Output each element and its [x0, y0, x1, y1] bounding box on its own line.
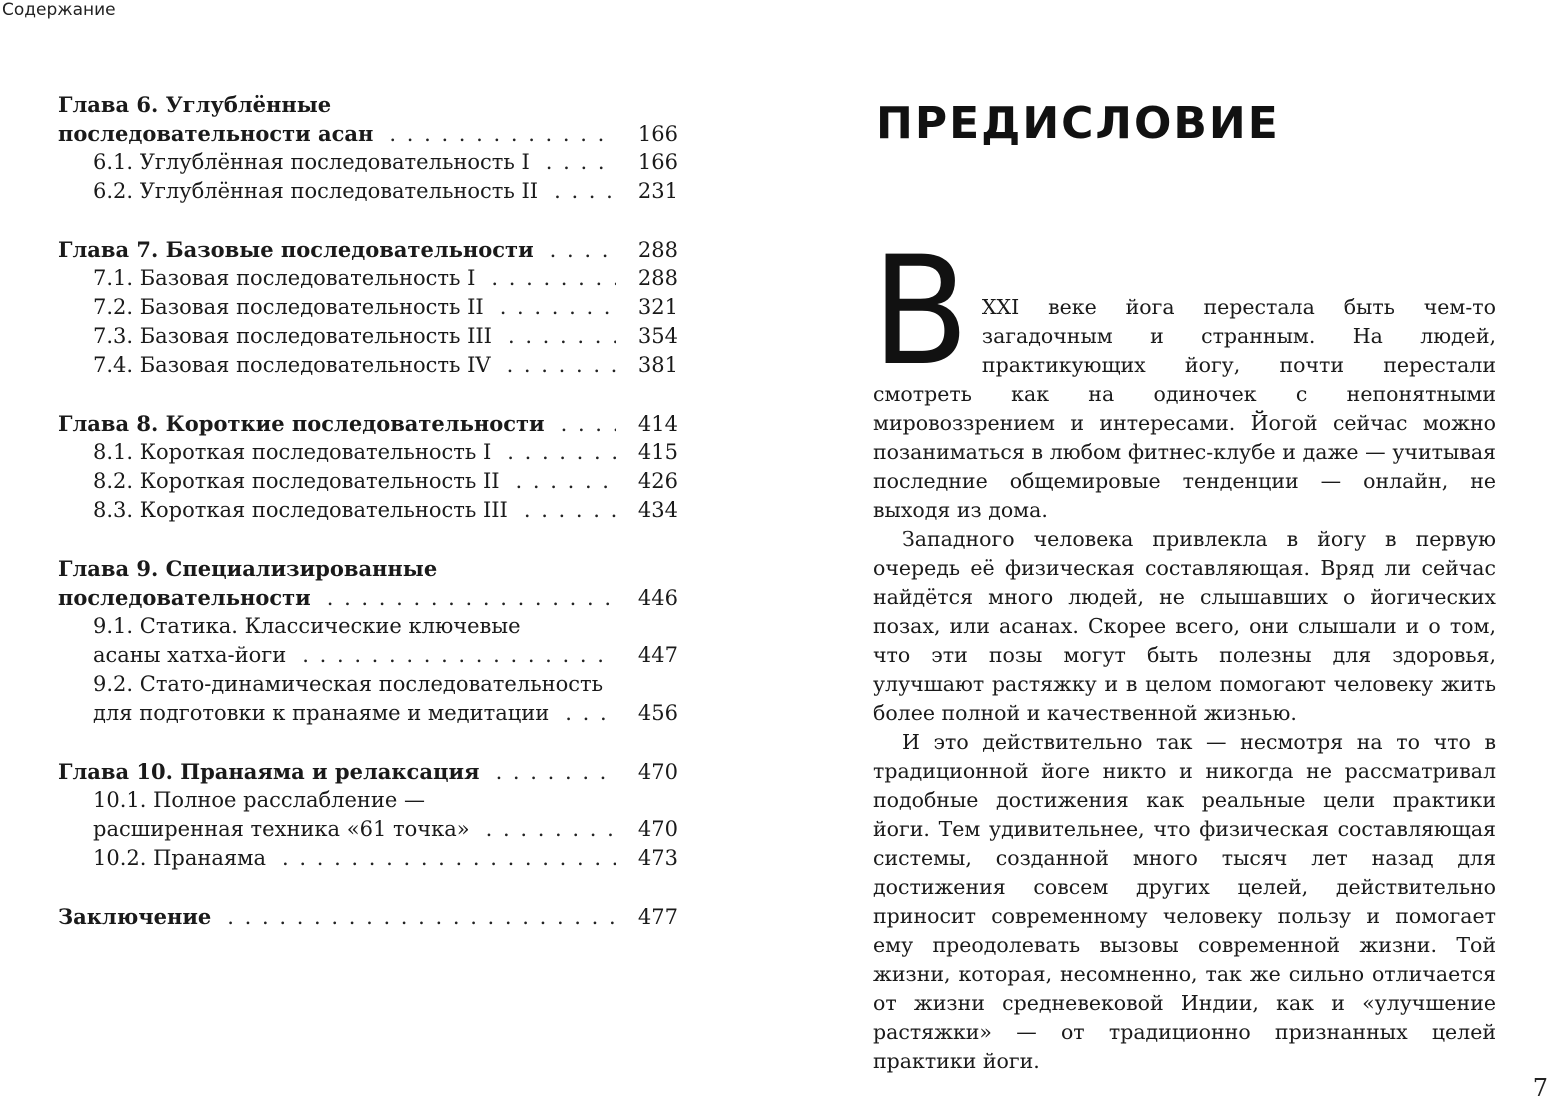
toc-entry-title: 6.2. Углублённая последовательность II — [93, 179, 539, 203]
toc-entry-title: асаны хатха-йоги — [93, 643, 287, 667]
toc-section-line — [58, 351, 678, 380]
toc-entry-title: 9.1. Статика. Классические ключевые — [93, 614, 521, 638]
toc-entry-title: последовательности — [58, 585, 311, 610]
toc-section-line — [58, 815, 678, 844]
toc-section-line — [58, 612, 678, 641]
toc-page-number: 473 — [637, 846, 678, 870]
toc-chapter-line — [58, 90, 678, 119]
toc-leader-dots — [507, 438, 616, 467]
toc-section-line — [58, 670, 678, 699]
toc-leader-dots — [227, 903, 616, 932]
toc-page-number: 470 — [637, 817, 678, 841]
toc-section-line — [58, 786, 678, 815]
preface-title: ПРЕДИСЛОВИЕ — [876, 98, 1280, 149]
toc-page-number: 381 — [637, 353, 678, 377]
toc-leader-dots — [516, 467, 616, 496]
toc-section-line — [58, 293, 678, 322]
toc-page-number: 354 — [637, 324, 678, 348]
toc-section-line — [58, 177, 678, 206]
toc-leader-dots — [389, 120, 616, 149]
toc-page-number: 446 — [637, 586, 678, 610]
toc-entry-title: 8.3. Короткая последовательность III — [93, 498, 508, 522]
toc-section-line — [58, 467, 678, 496]
toc-leader-dots — [500, 293, 616, 322]
toc-section-line — [58, 264, 678, 293]
toc-section-line — [58, 496, 678, 525]
page-number: 7 — [1532, 1074, 1548, 1102]
toc-section-line — [58, 148, 678, 177]
toc-entry-title: 8.2. Короткая последовательность II — [93, 469, 500, 493]
preface-paragraph-1-text: XXI веке йога перестала быть чем-то загадочным и странным. На людей, практикующих йогу, почти перестали смотреть как на одиночек с непонятными мировоззрением и интересами. Йогой сейчас можно позаниматься в любом фитнес-клубе и даже — учитывая последние общемировые тенденции — онлайн, не выходя из дома. — [873, 295, 1496, 522]
toc-entry-title: Глава 8. Короткие последовательности — [58, 411, 545, 436]
toc-page-number: 288 — [637, 238, 678, 262]
toc-leader-dots — [282, 844, 616, 873]
toc-chapter-line — [58, 757, 678, 786]
toc-page-number: 166 — [637, 150, 678, 174]
preface-paragraph-3: И это действительно так — несмотря на то что в традиционной йоге никто и никогда не рассматривал подобные достижения как реальные цели практики йоги. Тем удивительнее, что физическая составляющая системы, созданной много тысяч лет назад для достижения совсем других целей, действительно приносит современному человеку пользу и помогает ему преодолевать вызовы современной жизни. Той жизни, которая, несомненно, так же сильно отличается от жизни средневековой Индии, как и «улучшение растяжки» — от традиционно признанных целей практики йоги. — [873, 730, 1496, 1073]
table-of-contents — [58, 90, 678, 931]
toc-entry-title: 7.3. Базовая последовательность III — [93, 324, 492, 348]
toc-leader-dots — [565, 699, 616, 728]
toc-entry-title: для подготовки к пранаяме и медитации — [93, 701, 550, 725]
preface-body — [871, 225, 1496, 1076]
toc-section-line — [58, 322, 678, 351]
toc-leader-dots — [486, 815, 616, 844]
toc-page-number: 434 — [637, 498, 678, 522]
toc-chapter-line — [58, 554, 678, 583]
toc-chapter-line — [58, 409, 678, 438]
toc-entry-title: расширенная техника «61 точка» — [93, 817, 470, 841]
toc-chapter-line — [58, 902, 678, 931]
toc-leader-dots — [546, 148, 616, 177]
toc-page-number: 456 — [637, 701, 678, 725]
toc-leader-dots — [507, 351, 616, 380]
toc-page-number: 414 — [637, 412, 678, 436]
toc-entry-title: Глава 6. Углублённые — [58, 92, 332, 117]
toc-entry-title: 7.4. Базовая последовательность IV — [93, 353, 491, 377]
toc-page-number: 415 — [637, 440, 678, 464]
toc-leader-dots — [550, 236, 616, 265]
toc-page-number: 426 — [637, 469, 678, 493]
toc-entry-title: 10.2. Пранаяма — [93, 846, 267, 870]
toc-chapter-line — [58, 235, 678, 264]
toc-section-line — [58, 641, 678, 670]
toc-entry-title: Глава 9. Специализированные — [58, 556, 438, 581]
toc-entry-title: 9.2. Стато-динамическая последовательность — [93, 672, 604, 696]
toc-page-number: 166 — [637, 122, 678, 146]
toc-section-line — [58, 438, 678, 467]
toc-entry-title: 8.1. Короткая последовательность I — [93, 440, 492, 464]
toc-leader-dots — [302, 641, 616, 670]
toc-page-number: 447 — [637, 643, 678, 667]
toc-page-number: 470 — [637, 760, 678, 784]
toc-chapter-line — [58, 583, 678, 612]
toc-leader-dots — [491, 264, 616, 293]
toc-leader-dots — [561, 410, 616, 439]
toc-leader-dots — [554, 177, 616, 206]
toc-leader-dots — [496, 758, 616, 787]
toc-entry-title: Глава 7. Базовые последовательности — [58, 237, 534, 262]
toc-entry-title: 7.1. Базовая последовательность I — [93, 266, 476, 290]
drop-cap: В — [871, 225, 970, 399]
toc-page-number: 477 — [637, 905, 678, 929]
toc-entry-title: 7.2. Базовая последовательность II — [93, 295, 484, 319]
toc-page-number: 231 — [637, 179, 678, 203]
toc-section-line — [58, 699, 678, 728]
toc-chapter-line — [58, 119, 678, 148]
toc-entry-title: последовательности асан — [58, 121, 374, 146]
toc-section-line — [58, 844, 678, 873]
toc-entry-title: Заключение — [58, 904, 212, 929]
preface-paragraph-2: Западного человека привлекла в йогу в первую очередь её физическая составляющая. Вряд ли сейчас найдётся много людей, не слышавших о йогических позах, или асанах. Скорее всего, они слышали и о том, что эти позы могут быть полезны для здоровья, улучшают растяжку и в целом помогают человеку жить более полной и качественной жизнью. — [873, 527, 1496, 725]
toc-leader-dots — [524, 496, 616, 525]
toc-page-number: 288 — [637, 266, 678, 290]
toc-leader-dots — [327, 584, 616, 613]
toc-entry-title: 6.1. Углублённая последовательность I — [93, 150, 530, 174]
toc-entry-title: 10.1. Полное расслабление — — [93, 788, 426, 812]
toc-page-number: 321 — [637, 295, 678, 319]
toc-leader-dots — [508, 322, 616, 351]
running-head: Содержание — [2, 0, 116, 20]
toc-entry-title: Глава 10. Пранаяма и релаксация — [58, 759, 480, 784]
preface-paragraph-1 — [871, 225, 1496, 525]
